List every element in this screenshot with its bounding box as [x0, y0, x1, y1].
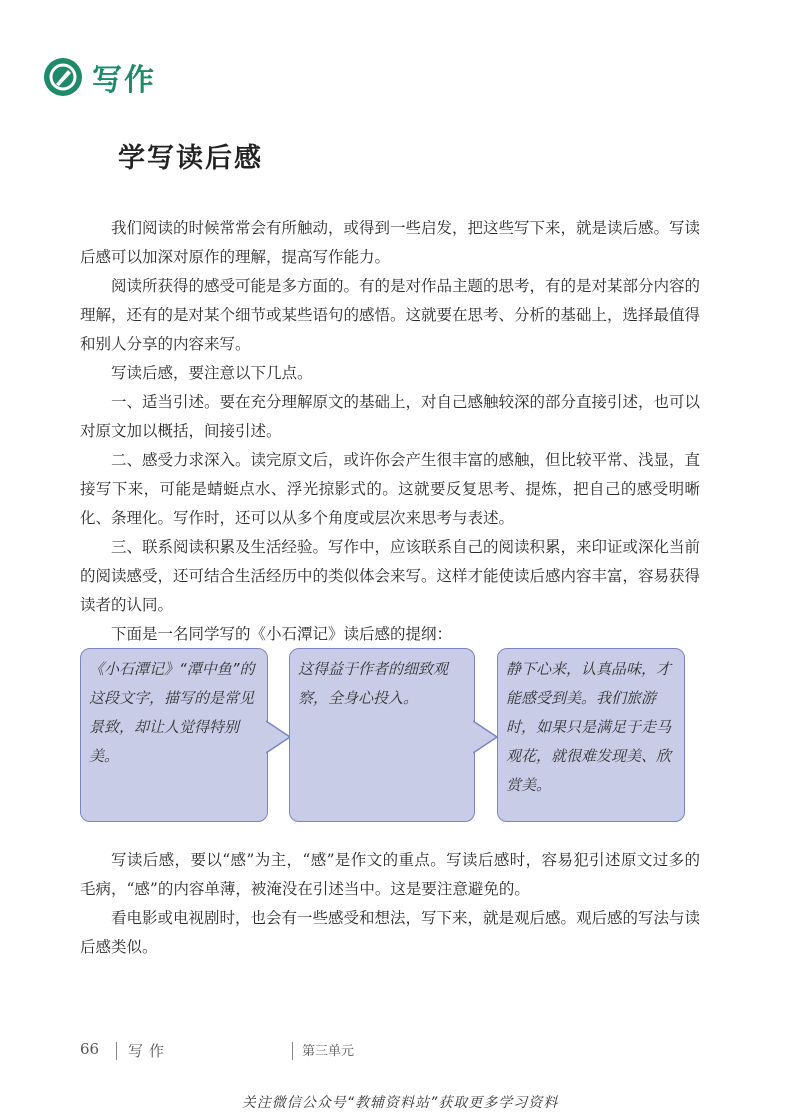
section-label: 写作	[92, 63, 156, 98]
paragraph: 写读后感，要注意以下几点。	[111, 364, 313, 382]
section-header	[44, 56, 156, 98]
intro-text	[80, 214, 700, 649]
outline-box-reason: 这得益于作者的细致观察，全身心投入。	[289, 648, 475, 822]
paragraph: 阅读所获得的感受可能是多方面的。有的是对作品主题的思考，有的是对某部分内容的理解，还有的是对某个细节或某些语句的感悟。这就要在思考、分析的基础上，选择最值得和别人分享的内容来写。	[80, 277, 701, 353]
paragraph: 我们阅读的时候常常会有所触动，或得到一些启发，把这些写下来，就是读后感。写读后感可以加深对原作的理解，提高写作能力。	[80, 219, 701, 266]
paragraph: 下面是一名同学写的《小石潭记》读后感的提纲：	[111, 625, 453, 643]
closing-text	[80, 846, 700, 962]
paragraph: 一、适当引述。要在充分理解原文的基础上，对自己感触较深的部分直接引述，也可以对原文加以概括，间接引述。	[80, 393, 701, 440]
page-title: 学写读后感	[118, 143, 263, 174]
footer-section: 写作	[128, 1042, 171, 1060]
paragraph: 写读后感，要以“感”为主，“感”是作文的重点。写读后感时，容易犯引述原文过多的毛病，“感”的内容单薄，被淹没在引述当中。这是要注意避免的。	[80, 851, 700, 898]
paragraph: 三、联系阅读积累及生活经验。写作中，应该联系自己的阅读积累，来印证或深化当前的阅读感受，还可结合生活经历中的类似体会来写。这样才能使读后感内容丰富，容易获得读者的认同。	[80, 538, 701, 614]
pen-globe-icon	[44, 58, 82, 96]
arrow-right-icon	[473, 720, 499, 754]
outline-box-quote: 《小石潭记》“潭中鱼”的这段文字，描写的是常见景致，却让人觉得特别美。	[80, 648, 268, 822]
paragraph: 二、感受力求深入。读完原文后，或许你会产生很丰富的感触，但比较平常、浅显，直接写下来，可能是蜻蜓点水、浮光掠影式的。这就要反复思考、提炼，把自己的感受明晰化、条理化。写作时，还可以从多个角度或层次来思考与表述。	[80, 451, 701, 527]
outline-flowchart	[80, 648, 685, 824]
footer-unit: 第三单元	[302, 1044, 355, 1059]
footer-divider	[292, 1042, 293, 1060]
paragraph: 看电影或电视剧时，也会有一些感受和想法，写下来，就是观后感。观后感的写法与读后感类似。	[80, 909, 701, 956]
outline-box-reflection: 静下心来，认真品味，才能感受到美。我们旅游时，如果只是满足于走马观花，就很难发现美、欣赏美。	[497, 648, 685, 822]
page-footer	[80, 1040, 720, 1062]
page-number: 66	[80, 1040, 100, 1058]
watermark-text: 关注微信公众号“教辅资料站”获取更多学习资料	[241, 1095, 559, 1111]
footer-divider	[116, 1042, 117, 1060]
